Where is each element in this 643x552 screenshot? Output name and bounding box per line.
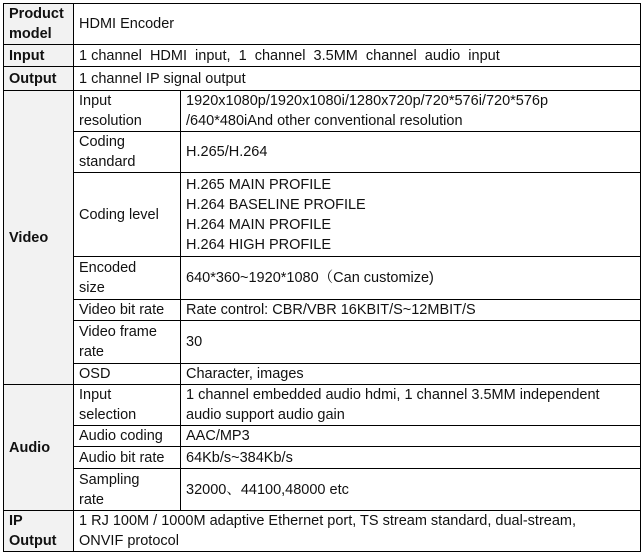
label-input-selection: Input selection <box>74 385 181 426</box>
value-coding-standard: H.265/H.264 <box>181 132 641 173</box>
value-sampling-rate: 32000、44100,48000 etc <box>181 469 641 511</box>
label-coding-standard: Coding standard <box>74 132 181 173</box>
row-input <box>4 45 641 67</box>
row-audio-coding <box>4 426 641 447</box>
row-ip-output <box>4 511 641 552</box>
row-video-encoded-size <box>4 257 641 300</box>
value-audio-bit-rate: 64Kb/s~384Kb/s <box>181 447 641 469</box>
label-encoded-size: Encoded size <box>74 257 181 300</box>
label-product-model: Product model <box>4 4 74 45</box>
row-video-bit-rate <box>4 300 641 321</box>
row-video-osd <box>4 364 641 385</box>
label-audio-coding: Audio coding <box>74 426 181 447</box>
label-audio: Audio <box>4 385 74 511</box>
row-video-input-resolution <box>4 91 641 132</box>
value-osd: Character, images <box>181 364 641 385</box>
row-output <box>4 67 641 91</box>
value-video-bit-rate: Rate control: CBR/VBR 16KBIT/S~12MBIT/S <box>181 300 641 321</box>
label-video: Video <box>4 91 74 385</box>
label-output: Output <box>4 67 74 91</box>
row-audio-input-selection <box>4 385 641 426</box>
label-input: Input <box>4 45 74 67</box>
value-input: 1 channel HDMI input, 1 channel 3.5MM channel audio input <box>74 45 641 67</box>
value-input-selection: 1 channel embedded audio hdmi, 1 channel 3.5MM independent audio support audio gain <box>181 385 641 426</box>
row-audio-bit-rate <box>4 447 641 469</box>
label-osd: OSD <box>74 364 181 385</box>
value-ip-output: 1 RJ 100M / 1000M adaptive Ethernet port, TS stream standard, dual-stream, ONVIF protocol <box>74 511 641 552</box>
label-sampling-rate: Sampling rate <box>74 469 181 511</box>
row-video-frame-rate <box>4 321 641 364</box>
label-input-resolution: Input resolution <box>74 91 181 132</box>
row-audio-sampling-rate <box>4 469 641 511</box>
value-input-resolution: 1920x1080p/1920x1080i/1280x720p/720*576i/720*576p /640*480iAnd other conventional resolution <box>181 91 641 132</box>
spec-table <box>3 3 641 552</box>
value-encoded-size: 640*360~1920*1080（Can customize) <box>181 257 641 300</box>
label-coding-level: Coding level <box>74 173 181 257</box>
value-coding-level: H.265 MAIN PROFILE H.264 BASELINE PROFILE H.264 MAIN PROFILE H.264 HIGH PROFILE <box>181 173 641 257</box>
label-video-frame-rate: Video frame rate <box>74 321 181 364</box>
value-audio-coding: AAC/MP3 <box>181 426 641 447</box>
value-video-frame-rate: 30 <box>181 321 641 364</box>
value-product-model: HDMI Encoder <box>74 4 641 45</box>
row-product-model <box>4 4 641 45</box>
label-video-bit-rate: Video bit rate <box>74 300 181 321</box>
value-output: 1 channel IP signal output <box>74 67 641 91</box>
label-audio-bit-rate: Audio bit rate <box>74 447 181 469</box>
row-video-coding-level <box>4 173 641 257</box>
label-ip-output: IP Output <box>4 511 74 552</box>
row-video-coding-standard <box>4 132 641 173</box>
